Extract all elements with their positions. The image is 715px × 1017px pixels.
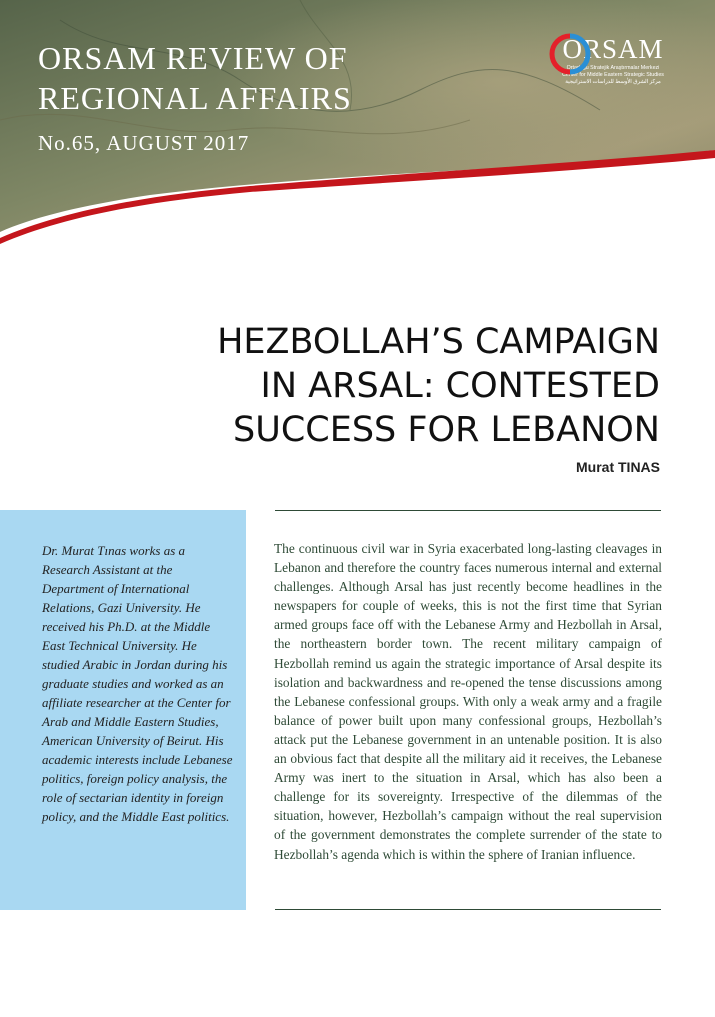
article-title-line2: IN ARSAL: CONTESTED (260, 366, 660, 406)
author-bio: Dr. Murat Tınas works as a Research Assistant at the Department of International Relations, Gazi University. He received his Ph.D. at the Middle East Technical University. He studied Arabic in Jordan during his graduate studies and worked as an affiliate researcher at the Center for Arab and Middle Eastern Studies, American University of Beirut. His academic interests include Lebanese politics, foreign policy analysis, the role of sectarian identity in foreign policy, and the Middle East politics. (42, 543, 233, 824)
logo-turkish: Ortadoğu Stratejik Araştırmalar Merkezi (566, 65, 660, 71)
logo-arabic: مركز الشرق الأوسط للدراسات الاستراتيجية (565, 79, 661, 85)
series-title-line1: ORSAM REVIEW OF (38, 40, 348, 76)
logo-english: Center for Middle Eastern Strategic Studies (562, 72, 664, 78)
orsam-logo (548, 32, 678, 86)
bottom-divider (275, 909, 661, 910)
article-title-line3: SUCCESS FOR LEBANON (233, 410, 660, 450)
article-title-line1: HEZBOLLAH’S CAMPAIGN (217, 322, 660, 362)
series-title-line2: REGIONAL AFFAIRS (38, 80, 352, 116)
abstract-text: The continuous civil war in Syria exacerbated long-lasting cleavages in Lebanon and therefore the country faces numerous internal and external challenges. Although Arsal has just recently become headlines in the newspapers for couple of weeks, this is not the first time that Syrian armed groups face off with the Lebanese Army and Hezbollah in Arsal, the northeastern border town. The recent military campaign of Hezbollah remind us again the strategic importance of Arsal despite its isolation and backwardness and re-opened the tense discussions among the Lebanese confessional groups. With only a weak army and a fragile balance of power built upon many confessional groups, Hezbollah’s attack put the Lebanese government in an untenable position. It is also an obvious fact that despite all the military aid it receives, the Lebanese Army was inert to the situation in Arsal, which has also been a challenge for its sovereignty. Irrespective of the dilemmas of the situation, however, Hezbollah’s campaign without the real supervision of the government demonstrates the complete surrender of the state to Hezbollah’s agenda which is within the sphere of Iranian influence. (274, 541, 662, 862)
top-divider (275, 510, 661, 511)
cover-header (0, 0, 715, 245)
series-title (38, 38, 352, 118)
issue-number: No.65, AUGUST 2017 (38, 131, 250, 155)
logo-ring-icon (548, 32, 592, 76)
author-name: Murat TINAS (576, 459, 660, 475)
article-title (100, 320, 660, 452)
logo-name: ORSAM (562, 34, 664, 64)
